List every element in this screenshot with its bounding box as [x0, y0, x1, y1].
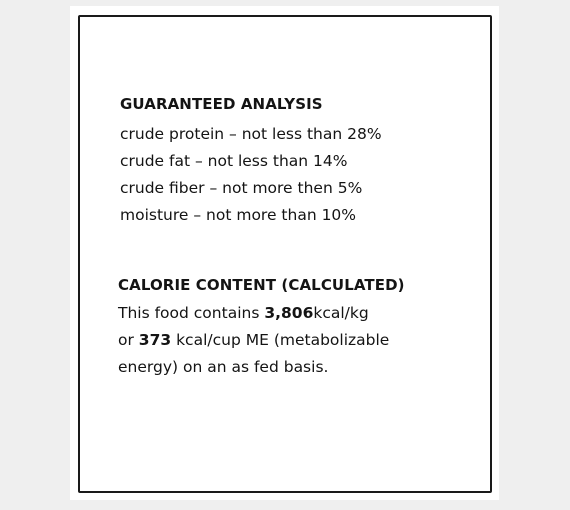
- kcal-per-cup-unit: kcal/cup ME (metabolizable: [171, 331, 390, 349]
- calorie-line-per-cup: [118, 327, 405, 354]
- analysis-item-crude-fiber: crude fiber – not more then 5%: [120, 179, 363, 197]
- label-sheet: [70, 6, 499, 500]
- analysis-item-crude-fat: crude fat – not less than 14%: [120, 152, 348, 170]
- calorie-content-section: [118, 275, 405, 381]
- calorie-line-per-kg-prefix: This food contains: [118, 304, 265, 322]
- calorie-content-heading: CALORIE CONTENT (CALCULATED): [118, 276, 405, 294]
- calorie-line-basis: energy) on an as fed basis.: [118, 358, 329, 376]
- analysis-item-crude-protein: crude protein – not less than 28%: [120, 125, 382, 143]
- analysis-item-moisture: moisture – not more than 10%: [120, 206, 357, 224]
- guaranteed-analysis-section: [120, 94, 382, 229]
- nutrition-label-box: [78, 15, 492, 493]
- guaranteed-analysis-heading: GUARANTEED ANALYSIS: [120, 95, 323, 113]
- calorie-line-per-kg: [118, 300, 405, 327]
- calorie-line-per-cup-prefix: or: [118, 331, 139, 349]
- kcal-per-cup-value: 373: [138, 331, 172, 349]
- kcal-per-kg-unit: kcal/kg: [313, 304, 369, 322]
- kcal-per-kg-value: 3,806: [264, 304, 314, 322]
